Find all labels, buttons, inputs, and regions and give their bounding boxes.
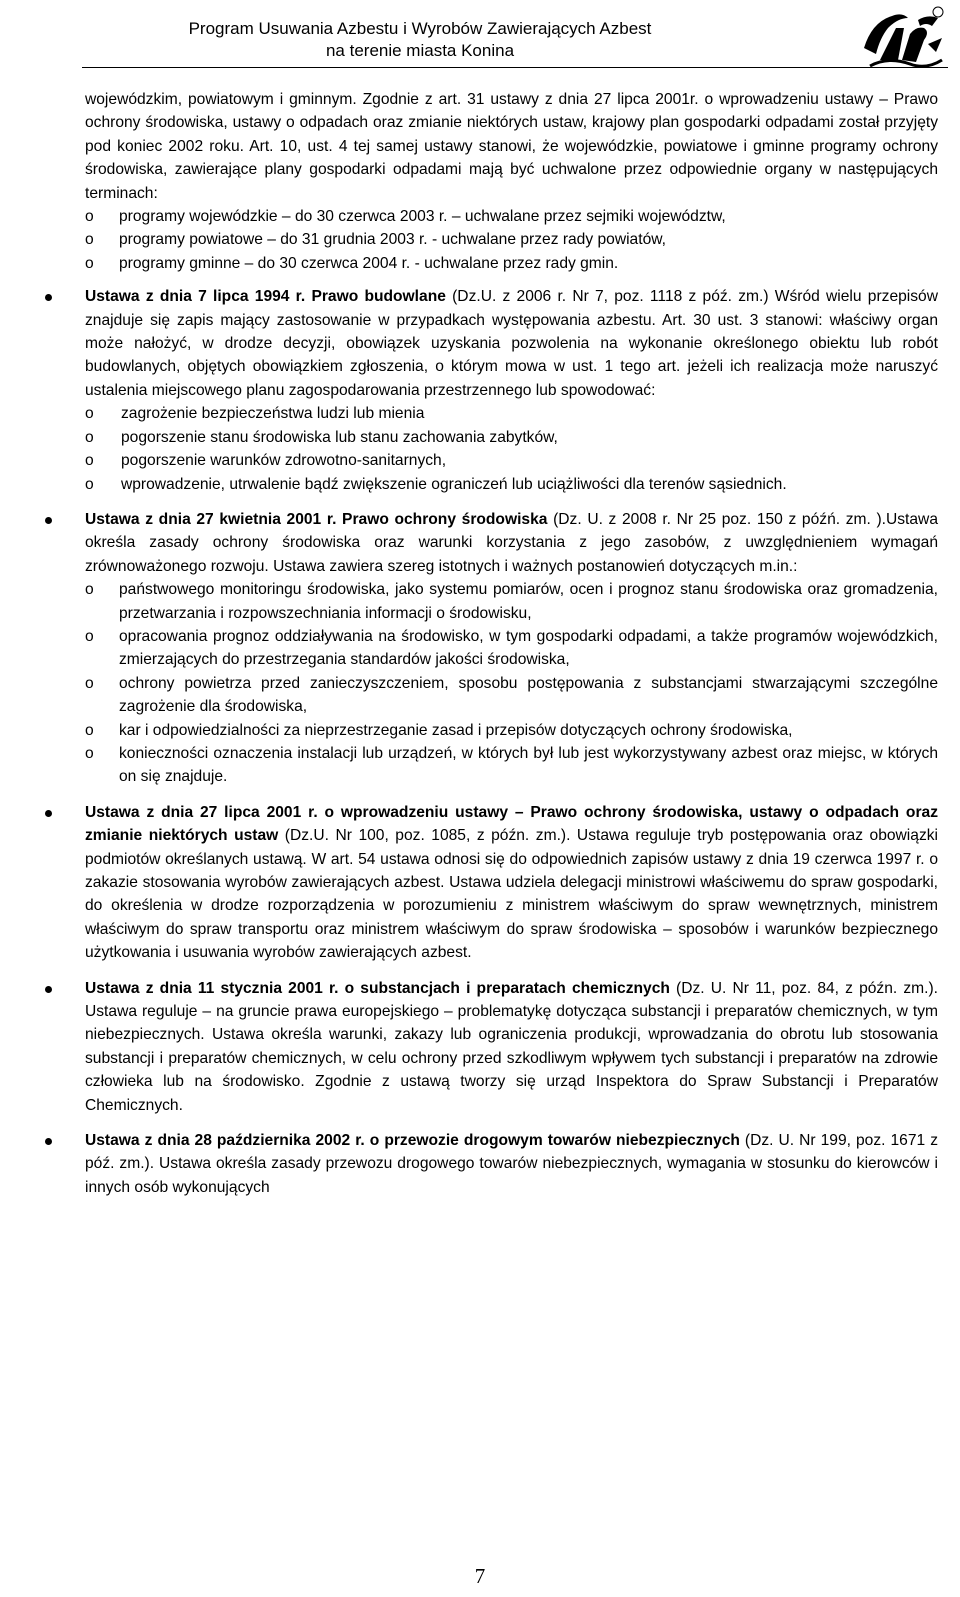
list-item: o programy powiatowe – do 31 grudnia 2003 r. - uchwalane przez rady powiatów,	[85, 228, 938, 251]
circle-bullet-icon: o	[85, 627, 94, 645]
section-title: Ustawa z dnia 11 stycznia 2001 r. o substancjach i preparatach chemicznych	[85, 979, 670, 997]
section-title: Ustawa z dnia 27 lipca 2001 r. o wprowadzeniu ustawy – Prawo ochrony środowiska, ustawy o odpadach oraz zmianie niektórych ustaw	[85, 803, 938, 845]
bullet-icon	[45, 517, 52, 524]
circle-bullet-icon: o	[85, 674, 94, 692]
section-title: Ustawa z dnia 7 lipca 1994 r. Prawo budowlane	[85, 288, 446, 306]
section-environmental-law: Ustawa z dnia 27 kwietnia 2001 r. Prawo ochrony środowiska (Dz. U. z 2008 r. Nr 25 poz. 150 z późń. zm. ).Ustawa określa zasady ochrony środowiska oraz warunki korzystania z jego zasobów, z uwzględnieniem wymagań zrównoważonego rozwoju. Ustawa zawiera szereg istotnych i ważnych postanowień dotyczących m.in.: o państwowego monitoringu środowiska, jako systemu pomiarów, ocen i prognoz stanu środowiska oraz gromadzenia, przetwarzania i rozpowszechniania informacji o środowisku, o opracowania prognoz oddziaływania na środowisko, w tym gospodarki odpadami, a także programów wojewódzkich, zmierzających do przestrzegania standardów jakości środowiska, o ochrony powietrza przed zanieczyszczeniem, sposobu postępowania z substancjami stwarzającymi szczególne zagrożenie dla środowiska, o kar i odpowiedzialności za nieprzestrzeganie zasad i przepisów dotyczących ochrony środowiska, o konieczności oznaczenia instalacji lub urządzeń, w których był lub jest wykorzystywany azbest oraz miejsc, w których on się znajduje.	[85, 508, 938, 789]
section-building-law: Ustawa z dnia 7 lipca 1994 r. Prawo budowlane (Dz.U. z 2006 r. Nr 7, poz. 1118 z póź. zm.) Wśród wielu przepisów znajduje się zapis mający zastosowanie w przypadkach występowania azbestu. Art. 30 ust. 3 stanowi: właściwy organ może nałożyć, w drodze decyzji, obowiązek uzyskania pozwolenia na wykonanie określonego obiektu lub robót budowlanych, objętych obowiązkiem zgłoszenia, o którym mowa w ust. 1 tego art. jeżeli ich realizacja może naruszyć ustalenia miejscowego planu zagospodarowania przestrzennego lub spowodować: o zagrożenie bezpieczeństwa ludzi lub mienia o pogorszenie stanu środowiska lub stanu zachowania zabytków, o pogorszenie warunków zdrowotno-sanitarnych, o wprowadzenie, utrwalenie bądź zwiększenie ograniczeń lub uciążliwości dla terenów sąsiednich.	[85, 285, 938, 496]
bullet-icon	[45, 294, 52, 301]
list-item: o kar i odpowiedzialności za nieprzestrzeganie zasad i przepisów dotyczących ochrony środowiska,	[85, 719, 938, 742]
list-item: o wprowadzenie, utrwalenie bądź zwiększenie ograniczeń lub uciążliwości dla terenów sąsiednich.	[85, 473, 938, 496]
list-item: o państwowego monitoringu środowiska, jako systemu pomiarów, ocen i prognoz stanu środowiska oraz gromadzenia, przetwarzania i rozpowszechniania informacji o środowisku,	[85, 578, 938, 625]
bullet-icon	[45, 986, 52, 993]
header-divider	[82, 67, 948, 68]
section-title: Ustawa z dnia 27 kwietnia 2001 r. Prawo ochrony środowiska	[85, 510, 548, 528]
section-chemical-substances: Ustawa z dnia 11 stycznia 2001 r. o substancjach i preparatach chemicznych (Dz. U. Nr 11, poz. 84, z późn. zm.). Ustawa reguluje – na gruncie prawa europejskiego – problematykę dotycząca substancji i preparatów chemicznych, w tym niebezpiecznych. Ustawa określa warunki, zakazy lub ograniczenia produkcji, wprowadzania do obrotu lub stosowania substancji i preparatów chemicznych, w celu ochrony przed szkodliwym wpływem tych substancji i preparatów na zdrowie człowieka lub na środowisko. Zgodnie z ustawą tworzy się urząd Inspektora do Spraw Substancji i Preparatów Chemicznych.	[85, 977, 938, 1117]
bullet-icon	[45, 810, 52, 817]
header-line-1: Program Usuwania Azbestu i Wyrobów Zawierających Azbest	[188, 19, 652, 38]
header-line-2: na terenie miasta Konina	[325, 41, 515, 60]
list-item: o opracowania prognoz oddziaływania na środowisko, w tym gospodarki odpadami, a także programów wojewódzkich, zmierzających do przestrzegania standardów jakości środowiska,	[85, 625, 938, 672]
list-item: o konieczności oznaczenia instalacji lub urządzeń, w których był lub jest wykorzystywany azbest oraz miejsc, w których on się znajduje.	[85, 742, 938, 789]
circle-bullet-icon: o	[85, 254, 94, 272]
circle-bullet-icon: o	[85, 581, 94, 599]
intro-paragraph: wojewódzkim, powiatowym i gminnym. Zgodnie z art. 31 ustawy z dnia 27 lipca 2001r. o wprowadzeniu ustawy – Prawo ochrony środowiska, ustawy o odpadach oraz zmianie niektórych ustaw, krajowy plan gospodarki odpadami został przyjęty pod koniec 2002 roku. Art. 10, ust. 4 tej samej ustawy stanowi, że wojewódzkie, powiatowe i gminne programy ochrony środowiska, zawierające plany gospodarki odpadami mają być uchwalone przez odpowiednie organy w następujących terminach:	[85, 91, 938, 202]
list-item: o pogorszenie stanu środowiska lub stanu zachowania zabytków,	[85, 426, 938, 449]
list-item: o programy gminne – do 30 czerwca 2004 r. - uchwalane przez rady gmin.	[85, 252, 938, 275]
page-number: 7	[474, 1564, 486, 1588]
circle-bullet-icon: o	[85, 452, 94, 470]
list-item: o pogorszenie warunków zdrowotno-sanitarnych,	[85, 449, 938, 472]
bullet-icon	[45, 1138, 52, 1145]
page-header	[0, 0, 960, 70]
circle-bullet-icon: o	[85, 208, 94, 226]
section-title: Ustawa z dnia 28 października 2002 r. o przewozie drogowym towarów niebezpiecznych	[85, 1132, 740, 1150]
circle-bullet-icon: o	[85, 721, 94, 739]
list-item: o zagrożenie bezpieczeństwa ludzi lub mienia	[85, 402, 938, 425]
circle-bullet-icon: o	[85, 231, 94, 249]
list-item: o programy wojewódzkie – do 30 czerwca 2003 r. – uchwalane przez sejmiki województw,	[85, 205, 938, 228]
section-introduction-act: Ustawa z dnia 27 lipca 2001 r. o wprowadzeniu ustawy – Prawo ochrony środowiska, ustawy o odpadach oraz zmianie niektórych ustaw (Dz.U. Nr 100, poz. 1085, z późn. zm.). Ustawa reguluje tryb postępowania oraz obowiązki podmiotów określanych ustawą. W art. 54 ustawa odnosi się do odpowiednich zapisów ustawy z dnia 19 czerwca 1997 r. o zakazie stosowania wyrobów zawierających azbest. Ustawa udziela delegacji ministrowi właściwemu do spraw gospodarki, do określenia w drodze rozporządzenia w porozumieniu z ministrem właściwym do spraw wewnętrznych, ministrem właściwym do spraw transportu oraz ministrem właściwym do spraw środowiska – sposobów i warunków bezpiecznego użytkowania i usuwania wyrobów zawierających azbest.	[85, 801, 938, 965]
circle-bullet-icon: o	[85, 744, 94, 762]
circle-bullet-icon: o	[85, 405, 94, 423]
circle-bullet-icon: o	[85, 428, 94, 446]
list-item: o ochrony powietrza przed zanieczyszczeniem, sposobu postępowania z substancjami stwarzającymi szczególne zagrożenie dla środowiska,	[85, 672, 938, 719]
asbestos-logo-icon	[858, 4, 948, 72]
section-dangerous-goods: Ustawa z dnia 28 października 2002 r. o przewozie drogowym towarów niebezpiecznych (Dz. U. Nr 199, poz. 1671 z póź. zm.). Ustawa określa zasady przewozu drogowego towarów niebezpiecznych, wymagania w stosunku do kierowców i innych osób wykonujących	[85, 1129, 938, 1199]
document-body	[85, 88, 938, 1199]
circle-bullet-icon: o	[85, 475, 94, 493]
